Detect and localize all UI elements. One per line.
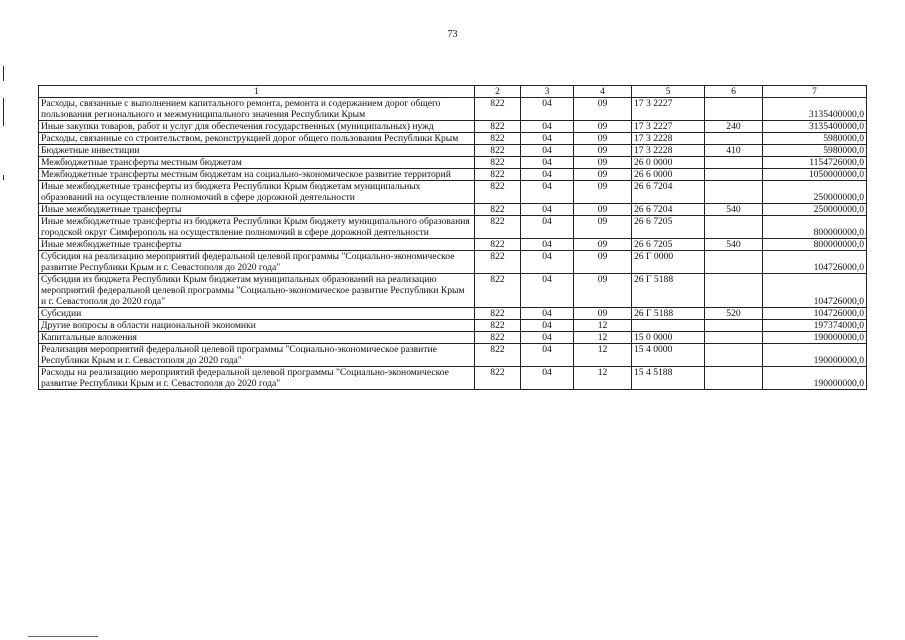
target-article-code: 15 4 0000 — [632, 344, 705, 367]
table-row — [39, 204, 867, 216]
expense-type-code — [705, 157, 763, 169]
subsection-code: 09 — [574, 308, 632, 320]
column-header: 2 — [475, 86, 521, 98]
expense-type-code — [705, 181, 763, 204]
table-row — [39, 133, 867, 145]
amount: 800000000,0 — [763, 239, 867, 251]
column-header: 4 — [574, 86, 632, 98]
expense-type-code: 410 — [705, 145, 763, 157]
grbs-code: 822 — [475, 98, 521, 121]
target-article-code: 26 Г 0000 — [632, 251, 705, 274]
subsection-code: 12 — [574, 367, 632, 390]
table-row — [39, 181, 867, 204]
target-article-code: 15 0 0000 — [632, 332, 705, 344]
section-code: 04 — [521, 121, 574, 133]
table-header-row — [39, 86, 867, 98]
amount: 190000000,0 — [763, 367, 867, 390]
target-article-code: 17 3 2227 — [632, 98, 705, 121]
subsection-code: 09 — [574, 169, 632, 181]
section-code: 04 — [521, 204, 574, 216]
section-code: 04 — [521, 157, 574, 169]
column-header: 7 — [763, 86, 867, 98]
table-row — [39, 367, 867, 390]
table-row — [39, 145, 867, 157]
row-description: Межбюджетные трансферты местным бюджетам — [39, 157, 475, 169]
row-description: Субсидия из бюджета Республики Крым бюджетам муниципальных образований на реализацию мероприятий федеральной целевой программы "Социально-экономическое развитие Республики Крым и г. Севастополя до 2020 года" — [39, 274, 475, 308]
margin-mark — [3, 98, 4, 126]
section-code: 04 — [521, 320, 574, 332]
expense-type-code — [705, 251, 763, 274]
expense-type-code — [705, 133, 763, 145]
margin-mark — [3, 66, 4, 81]
subsection-code: 09 — [574, 157, 632, 169]
amount: 5980000,0 — [763, 133, 867, 145]
amount: 250000000,0 — [763, 204, 867, 216]
section-code: 04 — [521, 181, 574, 204]
table-row — [39, 216, 867, 239]
row-description: Иные закупки товаров, работ и услуг для обеспечения государственных (муниципальных) нужд — [39, 121, 475, 133]
expense-type-code — [705, 169, 763, 181]
amount: 5980000,0 — [763, 145, 867, 157]
budget-table — [38, 85, 867, 390]
grbs-code: 822 — [475, 169, 521, 181]
row-description: Иные межбюджетные трансферты — [39, 239, 475, 251]
table-row — [39, 344, 867, 367]
row-description: Расходы на реализацию мероприятий федеральной целевой программы "Социально-экономическое развитие Республики Крым и г. Севастополя до 2020 года" — [39, 367, 475, 390]
grbs-code: 822 — [475, 204, 521, 216]
row-description: Бюджетные инвестиции — [39, 145, 475, 157]
column-header: 6 — [705, 86, 763, 98]
row-description: Расходы, связанные с выполнением капитального ремонта, ремонта и содержанием дорог общего пользования регионального и межмуниципального значения Республики Крым — [39, 98, 475, 121]
grbs-code: 822 — [475, 308, 521, 320]
row-description: Расходы, связанные со строительством, реконструкцией дорог общего пользования Республики Крым — [39, 133, 475, 145]
grbs-code: 822 — [475, 367, 521, 390]
section-code: 04 — [521, 308, 574, 320]
table-row — [39, 98, 867, 121]
target-article-code — [632, 320, 705, 332]
target-article-code: 17 3 2227 — [632, 121, 705, 133]
grbs-code: 822 — [475, 320, 521, 332]
target-article-code: 26 6 7205 — [632, 216, 705, 239]
amount: 197374000,0 — [763, 320, 867, 332]
expense-type-code — [705, 98, 763, 121]
grbs-code: 822 — [475, 332, 521, 344]
subsection-code: 09 — [574, 251, 632, 274]
margin-mark — [3, 175, 4, 180]
row-description: Реализация мероприятий федеральной целевой программы "Социально-экономическое развитие Республики Крым и г. Севастополя до 2020 года" — [39, 344, 475, 367]
table-row — [39, 157, 867, 169]
amount: 3135400000,0 — [763, 98, 867, 121]
target-article-code: 26 6 7204 — [632, 181, 705, 204]
expense-type-code: 520 — [705, 308, 763, 320]
subsection-code: 09 — [574, 133, 632, 145]
target-article-code: 26 6 7204 — [632, 204, 705, 216]
grbs-code: 822 — [475, 251, 521, 274]
section-code: 04 — [521, 344, 574, 367]
section-code: 04 — [521, 216, 574, 239]
grbs-code: 822 — [475, 181, 521, 204]
section-code: 04 — [521, 332, 574, 344]
section-code: 04 — [521, 239, 574, 251]
grbs-code: 822 — [475, 157, 521, 169]
target-article-code: 15 4 5188 — [632, 367, 705, 390]
expense-type-code: 540 — [705, 239, 763, 251]
subsection-code: 12 — [574, 344, 632, 367]
expense-type-code: 540 — [705, 204, 763, 216]
subsection-code: 12 — [574, 320, 632, 332]
subsection-code: 09 — [574, 98, 632, 121]
target-article-code: 26 6 0000 — [632, 169, 705, 181]
grbs-code: 822 — [475, 145, 521, 157]
row-description: Межбюджетные трансферты местным бюджетам на социально-экономическое развитие территорий — [39, 169, 475, 181]
target-article-code: 26 Г 5188 — [632, 308, 705, 320]
footer-rule — [28, 636, 98, 637]
table-row — [39, 121, 867, 133]
subsection-code: 09 — [574, 121, 632, 133]
amount: 1154726000,0 — [763, 157, 867, 169]
expense-type-code — [705, 216, 763, 239]
expense-type-code — [705, 274, 763, 308]
amount: 800000000,0 — [763, 216, 867, 239]
target-article-code: 26 Г 5188 — [632, 274, 705, 308]
table-row — [39, 274, 867, 308]
column-header: 5 — [632, 86, 705, 98]
section-code: 04 — [521, 274, 574, 308]
target-article-code: 26 6 7205 — [632, 239, 705, 251]
subsection-code: 09 — [574, 274, 632, 308]
grbs-code: 822 — [475, 216, 521, 239]
table-row — [39, 332, 867, 344]
row-description: Иные межбюджетные трансферты — [39, 204, 475, 216]
grbs-code: 822 — [475, 274, 521, 308]
target-article-code: 26 0 0000 — [632, 157, 705, 169]
amount: 190000000,0 — [763, 344, 867, 367]
subsection-code: 09 — [574, 181, 632, 204]
section-code: 04 — [521, 98, 574, 121]
row-description: Субсидии — [39, 308, 475, 320]
row-description: Иные межбюджетные трансферты из бюджета Республики Крым бюджету муниципального образования городской округ Симферополь на осуществление полномочий в сфере дорожной деятельности — [39, 216, 475, 239]
section-code: 04 — [521, 133, 574, 145]
table-row — [39, 320, 867, 332]
amount: 250000000,0 — [763, 181, 867, 204]
grbs-code: 822 — [475, 121, 521, 133]
subsection-code: 09 — [574, 216, 632, 239]
grbs-code: 822 — [475, 133, 521, 145]
row-description: Субсидия на реализацию мероприятий федеральной целевой программы "Социально-экономическое развитие Республики Крым и г. Севастополя до 2020 года" — [39, 251, 475, 274]
expense-type-code — [705, 332, 763, 344]
expense-type-code: 240 — [705, 121, 763, 133]
subsection-code: 12 — [574, 332, 632, 344]
column-header: 1 — [39, 86, 475, 98]
table-row — [39, 251, 867, 274]
table-row — [39, 308, 867, 320]
grbs-code: 822 — [475, 344, 521, 367]
row-description: Другие вопросы в области национальной экономики — [39, 320, 475, 332]
amount: 3135400000,0 — [763, 121, 867, 133]
page-number: 73 — [447, 29, 458, 40]
grbs-code: 822 — [475, 239, 521, 251]
amount: 104726000,0 — [763, 251, 867, 274]
section-code: 04 — [521, 251, 574, 274]
section-code: 04 — [521, 145, 574, 157]
subsection-code: 09 — [574, 204, 632, 216]
amount: 190000000,0 — [763, 332, 867, 344]
section-code: 04 — [521, 169, 574, 181]
section-code: 04 — [521, 367, 574, 390]
subsection-code: 09 — [574, 145, 632, 157]
amount: 104726000,0 — [763, 308, 867, 320]
amount: 1050000000,0 — [763, 169, 867, 181]
expense-type-code — [705, 320, 763, 332]
table-row — [39, 169, 867, 181]
column-header: 3 — [521, 86, 574, 98]
target-article-code: 17 3 2228 — [632, 145, 705, 157]
row-description: Иные межбюджетные трансферты из бюджета Республики Крым бюджетам муниципальных образований на осуществление полномочий в сфере дорожной деятельности — [39, 181, 475, 204]
row-description: Капитальные вложения — [39, 332, 475, 344]
amount: 104726000,0 — [763, 274, 867, 308]
expense-type-code — [705, 344, 763, 367]
table-row — [39, 239, 867, 251]
target-article-code: 17 3 2228 — [632, 133, 705, 145]
subsection-code: 09 — [574, 239, 632, 251]
expense-type-code — [705, 367, 763, 390]
